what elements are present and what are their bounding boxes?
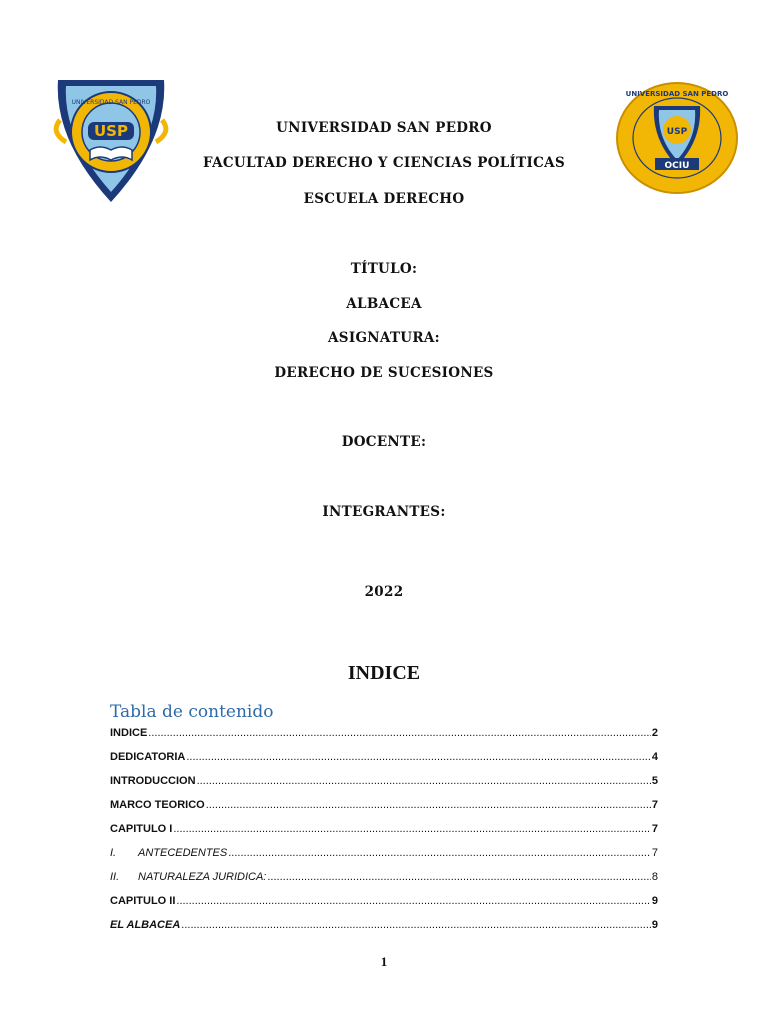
toc-page: 9 bbox=[651, 919, 658, 931]
toc-entry-introduccion[interactable] bbox=[110, 774, 658, 798]
toc-label: INDICE bbox=[110, 727, 148, 739]
title-label: TÍTULO: bbox=[350, 261, 418, 277]
title-value: ALBACEA bbox=[346, 296, 422, 312]
toc-page: 7 bbox=[651, 799, 658, 811]
toc-dot-leader bbox=[173, 822, 651, 836]
subject-label: ASIGNATURA: bbox=[328, 330, 440, 346]
toc-label: DEDICATORIA bbox=[110, 751, 186, 763]
toc-label: INTRODUCCION bbox=[110, 775, 196, 787]
toc-dot-leader bbox=[267, 870, 651, 884]
toc-entry-capitulo-1[interactable] bbox=[110, 822, 658, 846]
toc-entry-capitulo-2[interactable] bbox=[110, 894, 658, 918]
toc-entry-indice[interactable] bbox=[110, 726, 658, 750]
toc-dot-leader bbox=[197, 774, 651, 788]
toc-dot-leader bbox=[176, 894, 650, 908]
toc-entry-dedicatoria[interactable] bbox=[110, 750, 658, 774]
toc-entry-el-albacea[interactable] bbox=[110, 918, 658, 942]
toc-label: CAPITULO II bbox=[110, 895, 176, 907]
ociu-seal-logo bbox=[614, 80, 740, 196]
table-of-contents bbox=[110, 726, 658, 942]
toc-heading: Tabla de contenido bbox=[110, 702, 274, 722]
toc-dot-leader bbox=[148, 726, 651, 740]
toc-entry-antecedentes[interactable] bbox=[110, 846, 658, 870]
toc-dot-leader bbox=[186, 750, 651, 764]
page-number: 1 bbox=[380, 954, 388, 969]
school-name: ESCUELA DERECHO bbox=[303, 191, 465, 207]
toc-entry-marco-teorico[interactable] bbox=[110, 798, 658, 822]
toc-dot-leader bbox=[181, 918, 651, 932]
shield-usp-text: USP bbox=[94, 122, 128, 140]
index-title: INDICE bbox=[347, 662, 421, 684]
toc-page: 7 bbox=[651, 823, 658, 835]
toc-dot-leader bbox=[228, 846, 651, 860]
toc-label: EL ALBACEA bbox=[110, 919, 181, 931]
toc-label: NATURALEZA JURIDICA: bbox=[138, 871, 267, 883]
teacher-label: DOCENTE: bbox=[341, 434, 427, 450]
seal-usp-text: USP bbox=[666, 127, 688, 137]
toc-label: CAPITULO I bbox=[110, 823, 173, 835]
year: 2022 bbox=[364, 584, 404, 600]
toc-dot-leader bbox=[206, 798, 651, 812]
university-shield-logo bbox=[40, 70, 182, 208]
toc-number: II. bbox=[110, 871, 120, 883]
shield-ring-text: UNIVERSIDAD SAN PEDRO bbox=[71, 99, 151, 106]
toc-label: ANTECEDENTES bbox=[138, 847, 228, 859]
toc-label: MARCO TEORICO bbox=[110, 799, 205, 811]
toc-page: 5 bbox=[651, 775, 658, 787]
university-name: UNIVERSIDAD SAN PEDRO bbox=[276, 120, 492, 136]
members-label: INTEGRANTES: bbox=[322, 504, 446, 520]
toc-page: 7 bbox=[651, 847, 658, 859]
faculty-name: FACULTAD DERECHO Y CIENCIAS POLÍTICAS bbox=[203, 155, 565, 171]
toc-page: 9 bbox=[651, 895, 658, 907]
subject-value: DERECHO DE SUCESIONES bbox=[274, 365, 494, 381]
seal-ring-text: UNIVERSIDAD SAN PEDRO bbox=[625, 90, 729, 98]
toc-page: 4 bbox=[651, 751, 658, 763]
toc-page: 8 bbox=[651, 871, 658, 883]
toc-number: I. bbox=[110, 847, 117, 859]
toc-page: 2 bbox=[651, 727, 658, 739]
toc-entry-naturaleza-juridica[interactable] bbox=[110, 870, 658, 894]
ociu-badge-text: OCIU bbox=[664, 161, 690, 171]
